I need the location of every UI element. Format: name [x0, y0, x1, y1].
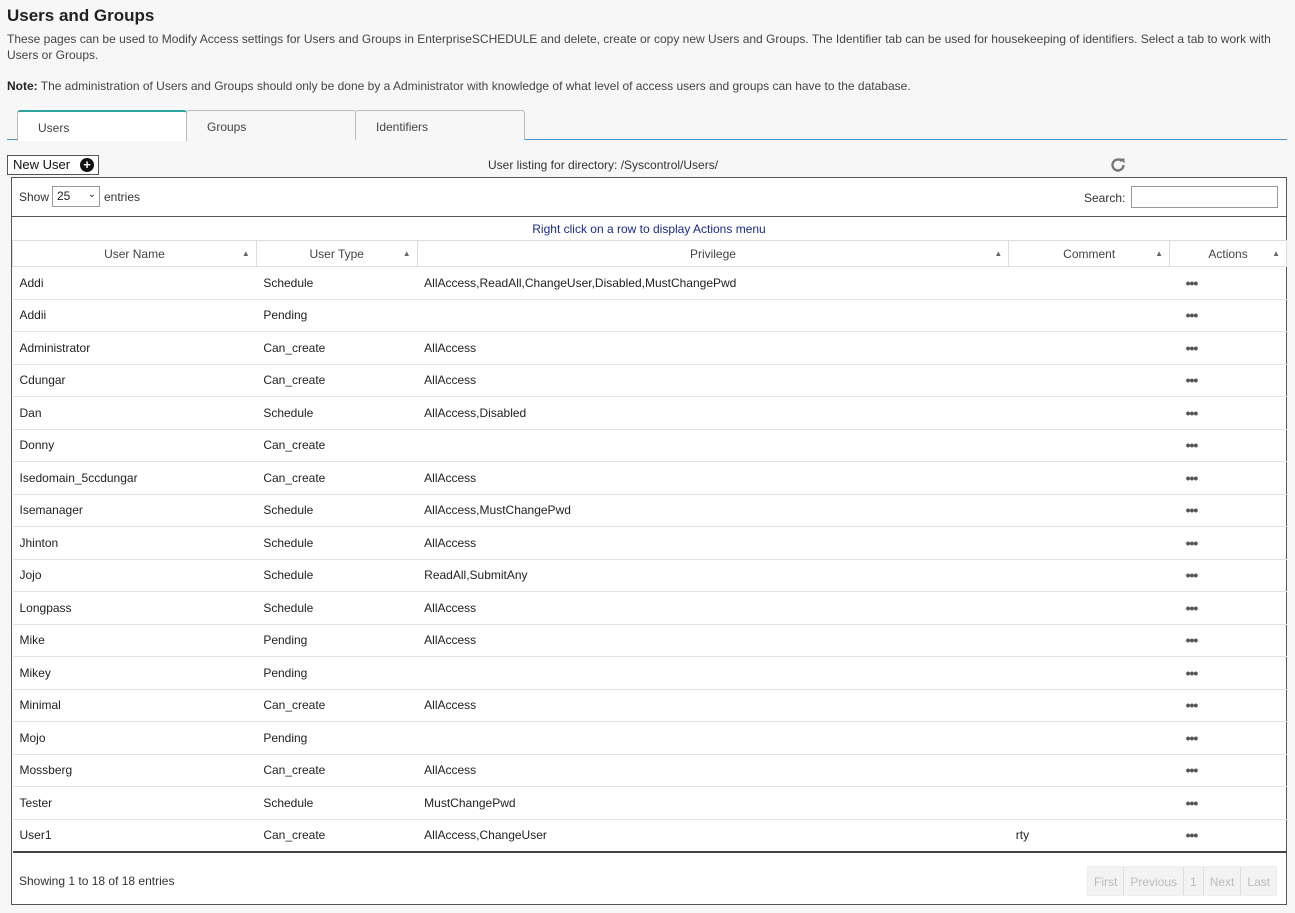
table-row[interactable]: [13, 754, 1287, 787]
actions-cell: [1170, 267, 1287, 300]
table-row[interactable]: [13, 787, 1287, 820]
table-controls: [12, 178, 1286, 217]
more-actions-icon[interactable]: •••: [1185, 697, 1198, 714]
note-text: The administration of Users and Groups should only be done by a Administrator with knowledge of what level of access users and groups can have to the database.: [37, 79, 911, 93]
comment-cell: [1009, 429, 1170, 462]
more-actions-icon[interactable]: •••: [1185, 502, 1198, 519]
privilege-cell: AllAccess: [417, 527, 1009, 560]
chevron-down-icon: ⌄: [87, 189, 96, 200]
user-type-cell: Can_create: [256, 364, 417, 397]
table-row[interactable]: [13, 429, 1287, 462]
column-header-actions[interactable]: [1170, 241, 1287, 267]
actions-cell: [1170, 462, 1287, 495]
user-type-cell: Schedule: [256, 267, 417, 300]
sort-icon: ▲: [994, 249, 1003, 258]
table-row[interactable]: [13, 657, 1287, 690]
column-header-privilege[interactable]: [417, 241, 1009, 267]
user-name-cell: Minimal: [13, 689, 257, 722]
user-type-cell: Schedule: [256, 494, 417, 527]
user-type-cell: Can_create: [256, 462, 417, 495]
comment-cell: [1009, 494, 1170, 527]
comment-cell: [1009, 364, 1170, 397]
tab-groups[interactable]: Groups: [186, 110, 356, 140]
page-intro: These pages can be used to Modify Access settings for Users and Groups in EnterpriseSCHEDULE and delete, create or copy new Users and Groups. The Identifier tab can be used for housekeeping of identifiers. Select a tab to work with Users or Groups.: [7, 32, 1271, 62]
table-row[interactable]: [13, 559, 1287, 592]
column-header-user-name[interactable]: [13, 241, 257, 267]
actions-cell: [1170, 722, 1287, 755]
table-row[interactable]: [13, 397, 1287, 430]
comment-cell: [1009, 527, 1170, 560]
more-actions-icon[interactable]: •••: [1185, 664, 1198, 681]
privilege-cell: MustChangePwd: [417, 787, 1009, 820]
table-row[interactable]: [13, 722, 1287, 755]
user-type-cell: Pending: [256, 624, 417, 657]
actions-cell: [1170, 657, 1287, 690]
actions-cell: [1170, 332, 1287, 365]
privilege-cell: AllAccess,ReadAll,ChangeUser,Disabled,MustChangePwd: [417, 267, 1009, 300]
refresh-icon[interactable]: [1109, 156, 1127, 174]
tab-bar: [7, 110, 1287, 140]
pagination: [1087, 866, 1277, 896]
more-actions-icon[interactable]: •••: [1185, 794, 1198, 811]
user-name-cell: Mossberg: [13, 754, 257, 787]
privilege-cell: [417, 722, 1009, 755]
privilege-cell: AllAccess: [417, 332, 1009, 365]
more-actions-icon[interactable]: •••: [1185, 729, 1198, 746]
privilege-cell: [417, 429, 1009, 462]
table-row[interactable]: [13, 624, 1287, 657]
comment-cell: [1009, 397, 1170, 430]
column-label: Comment: [1063, 246, 1116, 261]
comment-cell: [1009, 722, 1170, 755]
comment-cell: [1009, 332, 1170, 365]
show-label: Show: [19, 190, 50, 204]
table-row[interactable]: [13, 267, 1287, 300]
privilege-cell: AllAccess: [417, 624, 1009, 657]
user-type-cell: Pending: [256, 657, 417, 690]
column-header-user-type[interactable]: [256, 241, 417, 267]
page-size-select[interactable]: [52, 186, 100, 207]
users-table: [12, 240, 1287, 853]
page-title: Users and Groups: [7, 6, 155, 25]
comment-cell: [1009, 689, 1170, 722]
more-actions-icon[interactable]: •••: [1185, 567, 1198, 584]
comment-cell: [1009, 267, 1170, 300]
tab-users[interactable]: Users: [17, 110, 187, 141]
pager-last[interactable]: Last: [1247, 875, 1271, 889]
user-name-cell: Mike: [13, 624, 257, 657]
user-name-cell: Jojo: [13, 559, 257, 592]
actions-hint: Right click on a row to display Actions menu: [532, 222, 766, 236]
note-label: Note:: [7, 79, 38, 93]
table-row[interactable]: [13, 462, 1287, 495]
privilege-cell: AllAccess,MustChangePwd: [417, 494, 1009, 527]
actions-cell: [1170, 559, 1287, 592]
user-type-cell: Schedule: [256, 559, 417, 592]
more-actions-icon[interactable]: •••: [1185, 437, 1198, 454]
more-actions-icon[interactable]: •••: [1185, 599, 1198, 616]
user-name-cell: Dan: [13, 397, 257, 430]
more-actions-icon[interactable]: •••: [1185, 762, 1198, 779]
actions-cell: [1170, 819, 1287, 852]
sort-icon: ▲: [1155, 249, 1164, 258]
user-name-cell: Tester: [13, 787, 257, 820]
user-name-cell: User1: [13, 819, 257, 852]
actions-cell: [1170, 689, 1287, 722]
comment-cell: rty: [1009, 819, 1170, 852]
entries-label: entries: [104, 190, 141, 204]
user-name-cell: Donny: [13, 429, 257, 462]
actions-cell: [1170, 364, 1287, 397]
table-row[interactable]: [13, 819, 1287, 852]
table-header-row: [13, 241, 1287, 267]
column-label: User Type: [309, 246, 364, 261]
user-type-cell: Schedule: [256, 787, 417, 820]
privilege-cell: AllAccess,ChangeUser: [417, 819, 1009, 852]
privilege-cell: [417, 657, 1009, 690]
user-name-cell: Addi: [13, 267, 257, 300]
privilege-cell: AllAccess,Disabled: [417, 397, 1009, 430]
user-name-cell: Isedomain_5ccdungar: [13, 462, 257, 495]
comment-cell: [1009, 462, 1170, 495]
user-type-cell: Schedule: [256, 592, 417, 625]
user-type-cell: Can_create: [256, 819, 417, 852]
column-header-comment[interactable]: [1009, 241, 1170, 267]
user-name-cell: Mojo: [13, 722, 257, 755]
actions-cell: [1170, 429, 1287, 462]
comment-cell: [1009, 559, 1170, 592]
pager-first[interactable]: First: [1088, 867, 1124, 895]
more-actions-icon[interactable]: •••: [1185, 469, 1198, 486]
more-actions-icon[interactable]: •••: [1185, 274, 1198, 291]
comment-cell: [1009, 624, 1170, 657]
privilege-cell: AllAccess: [417, 754, 1009, 787]
user-type-cell: Schedule: [256, 397, 417, 430]
user-name-cell: Mikey: [13, 657, 257, 690]
actions-cell: [1170, 397, 1287, 430]
privilege-cell: AllAccess: [417, 462, 1009, 495]
user-name-cell: Jhinton: [13, 527, 257, 560]
user-type-cell: Can_create: [256, 754, 417, 787]
user-name-cell: Longpass: [13, 592, 257, 625]
table-row[interactable]: [13, 299, 1287, 332]
privilege-cell: [417, 299, 1009, 332]
pager-next[interactable]: Next: [1204, 867, 1242, 895]
plus-circle-icon: +: [80, 158, 94, 172]
user-type-cell: Schedule: [256, 527, 417, 560]
more-actions-icon[interactable]: •••: [1185, 307, 1198, 324]
search-input[interactable]: [1131, 186, 1278, 208]
pager-page-1[interactable]: 1: [1184, 867, 1204, 895]
table-row[interactable]: [13, 332, 1287, 365]
comment-cell: [1009, 592, 1170, 625]
new-user-label: New User: [13, 157, 71, 172]
actions-cell: [1170, 494, 1287, 527]
actions-cell: [1170, 527, 1287, 560]
column-label: Actions: [1208, 246, 1248, 261]
user-name-cell: Administrator: [13, 332, 257, 365]
more-actions-icon[interactable]: •••: [1185, 534, 1198, 551]
privilege-cell: ReadAll,SubmitAny: [417, 559, 1009, 592]
sort-icon: ▲: [402, 249, 411, 258]
tab-identifiers[interactable]: Identifiers: [355, 110, 525, 140]
directory-label: User listing for directory: /Syscontrol/Users/: [488, 158, 719, 172]
table-row[interactable]: [13, 527, 1287, 560]
search-label: Search:: [1084, 191, 1126, 205]
table-row[interactable]: [13, 592, 1287, 625]
comment-cell: [1009, 657, 1170, 690]
admin-note: [7, 79, 911, 93]
more-actions-icon[interactable]: •••: [1185, 827, 1198, 843]
user-type-cell: Pending: [256, 299, 417, 332]
comment-cell: [1009, 787, 1170, 820]
table-info: Showing 1 to 18 of 18 entries: [19, 874, 175, 888]
more-actions-icon[interactable]: •••: [1185, 372, 1198, 389]
user-name-cell: Cdungar: [13, 364, 257, 397]
sort-icon: ▲: [1272, 249, 1280, 258]
actions-cell: [1170, 624, 1287, 657]
privilege-cell: AllAccess: [417, 689, 1009, 722]
page-size-value: 25: [57, 189, 71, 203]
privilege-cell: AllAccess: [417, 364, 1009, 397]
more-actions-icon[interactable]: •••: [1185, 404, 1198, 421]
user-type-cell: Pending: [256, 722, 417, 755]
users-table-panel: [11, 177, 1287, 905]
more-actions-icon[interactable]: •••: [1185, 632, 1198, 649]
column-label: User Name: [104, 246, 165, 261]
actions-cell: [1170, 787, 1287, 820]
user-name-cell: Isemanager: [13, 494, 257, 527]
sort-icon: ▲: [241, 249, 250, 258]
column-label: Privilege: [689, 246, 736, 261]
table-row[interactable]: [13, 364, 1287, 397]
actions-cell: [1170, 592, 1287, 625]
actions-cell: [1170, 299, 1287, 332]
comment-cell: [1009, 299, 1170, 332]
new-user-button[interactable]: [7, 155, 99, 175]
comment-cell: [1009, 754, 1170, 787]
table-row[interactable]: [13, 494, 1287, 527]
privilege-cell: AllAccess: [417, 592, 1009, 625]
user-type-cell: Can_create: [256, 429, 417, 462]
actions-cell: [1170, 754, 1287, 787]
pager-previous[interactable]: Previous: [1124, 867, 1184, 895]
table-row[interactable]: [13, 689, 1287, 722]
user-type-cell: Can_create: [256, 332, 417, 365]
user-name-cell: Addii: [13, 299, 257, 332]
more-actions-icon[interactable]: •••: [1185, 339, 1198, 356]
user-type-cell: Can_create: [256, 689, 417, 722]
